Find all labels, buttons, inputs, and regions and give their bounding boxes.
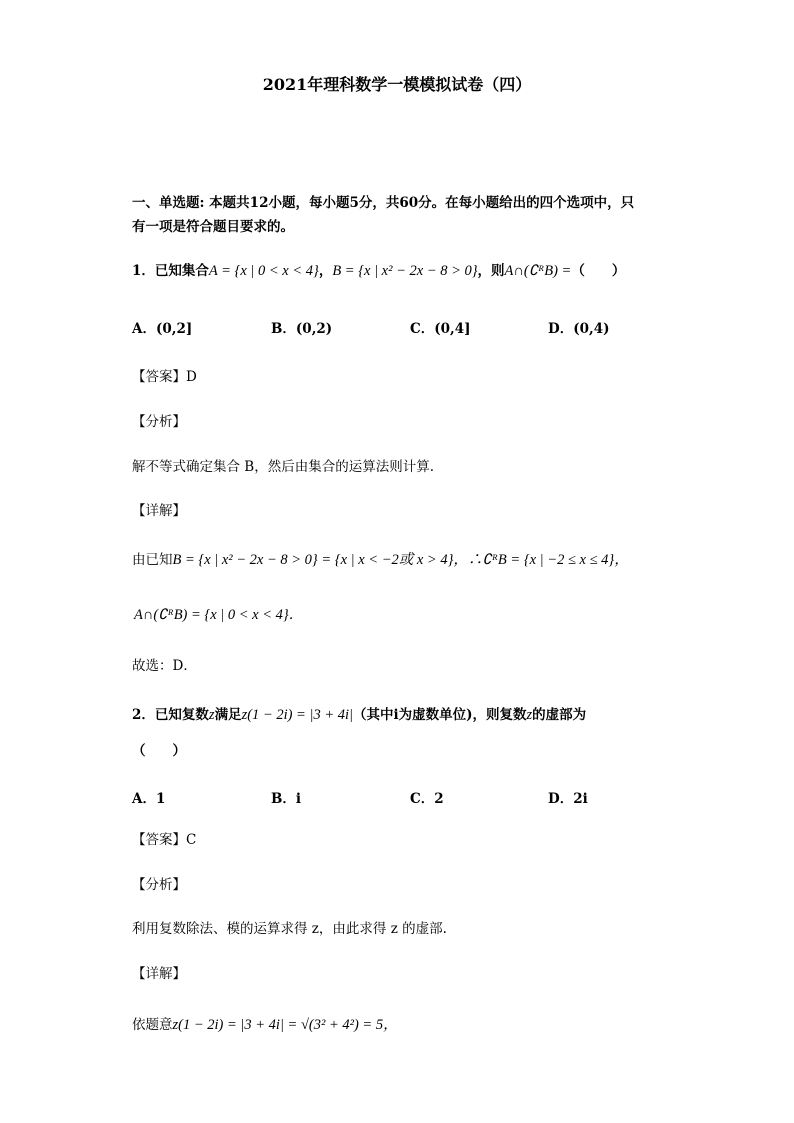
q2-paren: （ ）: [132, 743, 186, 759]
q2-prefix: 2．已知复数: [132, 707, 209, 723]
q1-paren: （ ）: [571, 263, 626, 279]
q1-detail-prefix: 由已知: [132, 552, 173, 568]
q2-answer: 【答案】C: [132, 832, 197, 848]
section-header-line-1: 一、单选题: 本题共12小题，每小题5分，共60分。在每小题给出的四个选项中，只: [132, 195, 635, 211]
q2-mid: 满足: [214, 707, 242, 723]
q1-option-c: C．(0,4]: [410, 321, 471, 337]
q1-choose: 故选：D．: [132, 658, 197, 674]
q2-z2: z: [526, 707, 533, 723]
q2-detail-line: [132, 1016, 398, 1034]
q1-prefix: 1．已知集合: [132, 263, 209, 279]
q2-z: z: [208, 707, 215, 723]
q1-detail-line-2: A∩(∁ᴿB) = {x | 0 < x < 4}．: [134, 607, 304, 623]
q2-analysis-text: 利用复数除法、模的运算求得 z，由此求得 z 的虚部.: [132, 921, 447, 937]
q1-set-b: B = {x | x² − 2x − 8 > 0}: [332, 263, 478, 279]
q2-equation: z(1 − 2i) = |3 + 4i|: [241, 707, 353, 723]
q1-set-a: A = {x | 0 < x < 4}: [208, 263, 319, 279]
q1-detail-math-1: B = {x | x² − 2x − 8 > 0} = {x | x < −2或 x > 4}，∴∁ᴿB = {x | −2 ≤ x ≤ 4}，: [172, 552, 629, 568]
section-header-line-2: 有一项是符合题目要求的。: [132, 219, 294, 235]
q1-sep: ，: [318, 263, 333, 279]
q2-detail-math: z(1 − 2i) = |3 + 4i| = √(3² + 4²) = 5，: [172, 1017, 398, 1033]
q2-suffix: 的虚部为: [532, 707, 587, 723]
q2-option-b: B．i: [271, 791, 302, 807]
question-1-stem: [132, 262, 625, 280]
q1-mid: ，则: [477, 263, 505, 279]
q1-option-d: D．(0,4): [548, 321, 610, 337]
question-2-stem: [132, 706, 586, 724]
q1-option-b: B．(0,2): [271, 321, 333, 337]
q1-detail-label: 【详解】: [132, 503, 186, 519]
q1-answer: 【答案】D: [132, 369, 197, 385]
q2-detail-prefix: 依题意: [132, 1017, 173, 1033]
q1-detail-line-1: [132, 551, 629, 569]
q1-option-a: A．(0,2]: [132, 321, 193, 337]
q2-option-c: C．2: [410, 791, 444, 807]
q2-option-a: A．1: [132, 791, 166, 807]
q1-expr: A∩(∁ᴿB) =: [504, 263, 572, 279]
q2-analysis-label: 【分析】: [132, 877, 186, 893]
q2-note: （其中i为虚数单位)，则复数: [353, 707, 527, 723]
q1-analysis-label: 【分析】: [132, 414, 186, 430]
q2-option-d: D．2i: [548, 791, 588, 807]
q2-detail-label: 【详解】: [132, 966, 186, 982]
q1-analysis-text: 解不等式确定集合 B，然后由集合的运算法则计算.: [132, 459, 435, 475]
page-title: 2021年理科数学一模模拟试卷（四）: [262, 75, 532, 94]
